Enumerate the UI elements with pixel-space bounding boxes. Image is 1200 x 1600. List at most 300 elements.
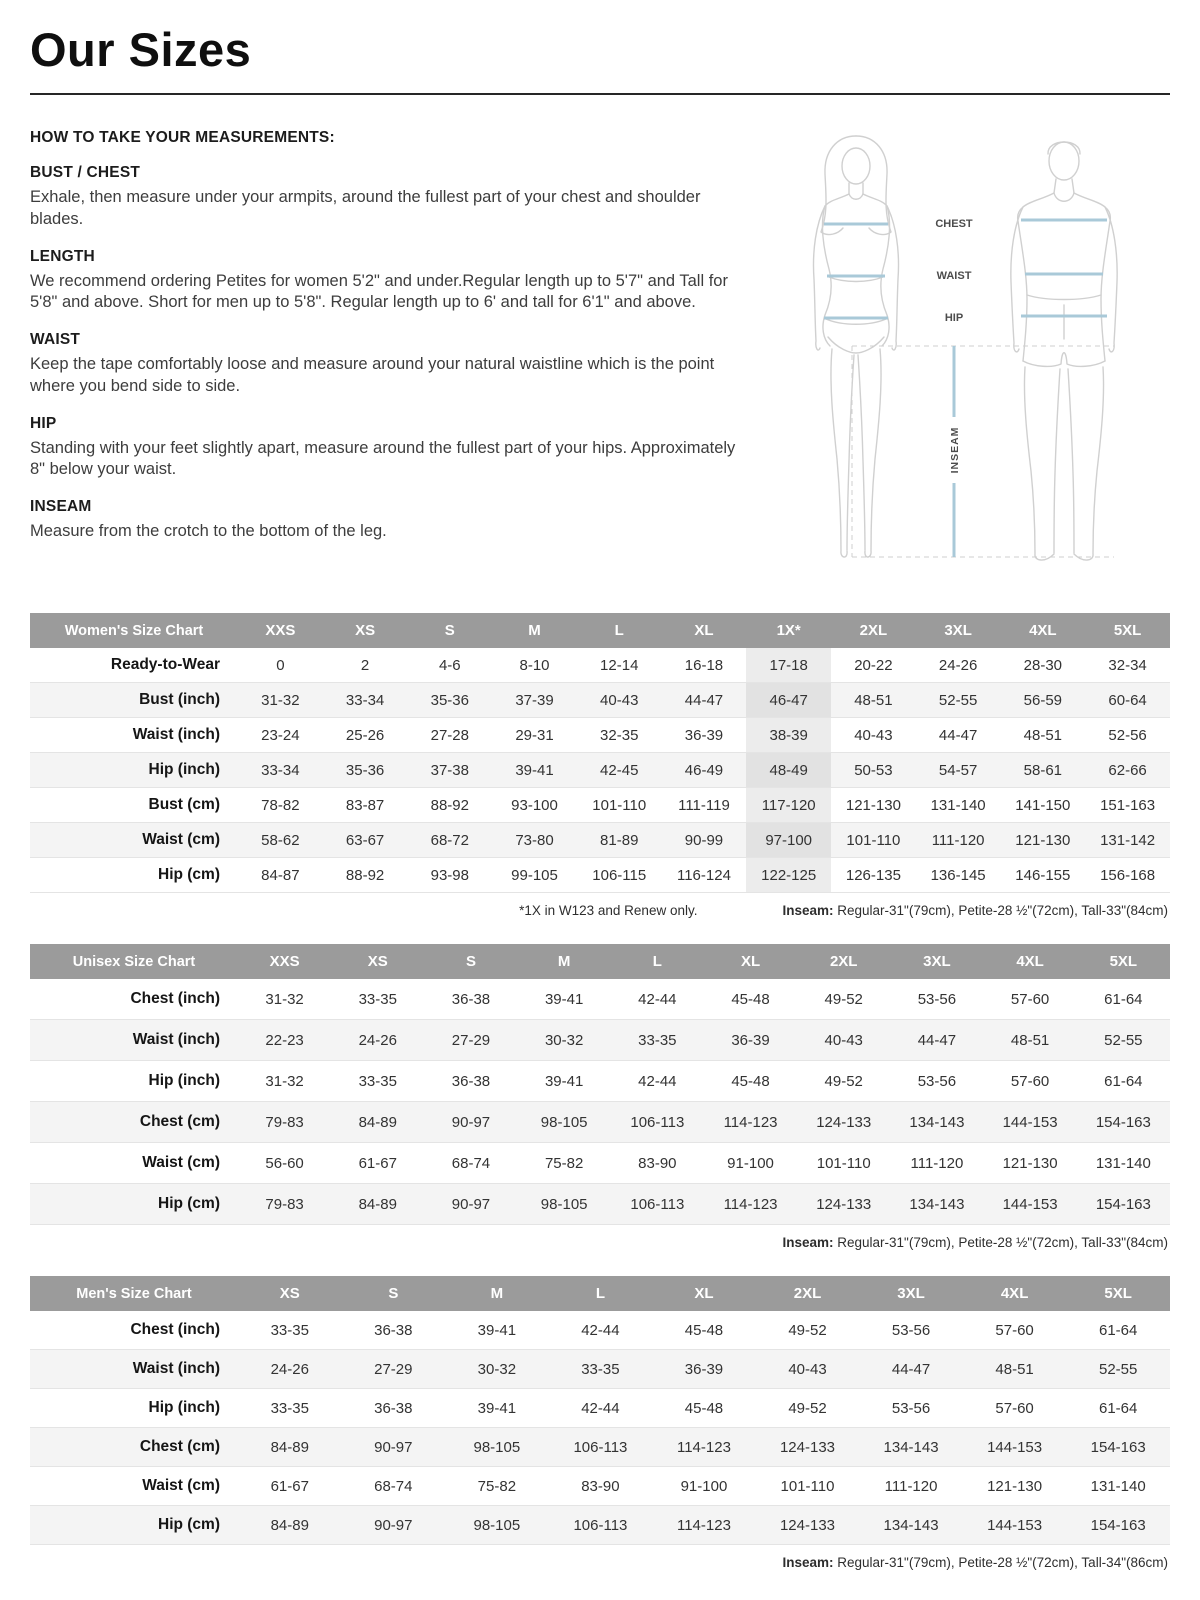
cell: 49-52 — [788, 1399, 827, 1417]
section-waist — [30, 331, 742, 398]
cell: 63-67 — [345, 831, 385, 849]
cell: 39-41 — [515, 761, 554, 779]
section-body: Measure from the crotch to the bottom of the leg. — [30, 522, 387, 541]
cell: 79-83 — [265, 1113, 304, 1131]
cell: 144-153 — [987, 1516, 1043, 1534]
cell: 90-97 — [374, 1438, 413, 1456]
column-header: 2XL — [831, 613, 916, 648]
cell: 42-45 — [600, 761, 639, 779]
column-header: 4XL — [1000, 613, 1085, 648]
footnote-inseam-text: Regular-31"(79cm), Petite-28 ½"(72cm), Tall-33"(84cm) — [833, 1235, 1168, 1250]
table-title: Unisex Size Chart — [30, 944, 238, 979]
table-header-row — [30, 1276, 1170, 1311]
row-label: Waist (cm) — [142, 831, 220, 848]
woman-figure — [813, 136, 898, 557]
table-title: Men's Size Chart — [30, 1276, 238, 1311]
page-title: Our Sizes — [30, 23, 252, 76]
cell: 33-35 — [270, 1321, 309, 1339]
column-header: L — [577, 613, 662, 648]
cell: 56-59 — [1023, 691, 1063, 709]
cell: 46-49 — [684, 761, 724, 779]
table-header-row — [30, 613, 1170, 648]
instructions-heading: HOW TO TAKE YOUR MEASUREMENTS: — [30, 129, 335, 146]
table-header-row — [30, 944, 1170, 979]
column-header: 3XL — [916, 613, 1001, 648]
cell: 75-82 — [544, 1154, 584, 1172]
cell: 0 — [276, 656, 285, 674]
column-header: XL — [662, 613, 747, 648]
table-row — [30, 1389, 1170, 1428]
section-title: WAIST — [30, 331, 81, 349]
man-figure — [1011, 142, 1117, 560]
cell: 60-64 — [1108, 691, 1147, 709]
cell: 42-44 — [638, 1072, 677, 1090]
table-row — [30, 718, 1170, 753]
cell: 98-105 — [540, 1195, 588, 1213]
cell: 134-143 — [909, 1195, 965, 1213]
column-header: 1X* — [746, 613, 831, 648]
cell: 49-52 — [824, 1072, 863, 1090]
section-hip — [30, 415, 742, 482]
cell: 35-36 — [430, 691, 469, 709]
footnote-inseam-label: Inseam: — [782, 1235, 834, 1250]
cell: 93-98 — [430, 866, 469, 884]
cell: 111-120 — [910, 1154, 964, 1172]
cell: 33-34 — [261, 761, 300, 779]
cell: 117-120 — [746, 788, 831, 823]
cell: 40-43 — [600, 691, 639, 709]
cell: 98-105 — [473, 1438, 521, 1456]
table-row — [30, 1428, 1170, 1467]
cell: 101-110 — [592, 796, 647, 814]
cell: 52-55 — [1104, 1031, 1143, 1049]
column-header: 2XL — [756, 1276, 860, 1311]
cell: 134-143 — [909, 1113, 965, 1131]
cell: 52-55 — [1099, 1360, 1138, 1378]
section-title: BUST / CHEST — [30, 164, 141, 181]
cell: 106-113 — [630, 1113, 685, 1131]
cell: 121-130 — [1002, 1154, 1058, 1172]
unisex-chart-footnotes — [32, 1235, 1168, 1250]
cell: 45-48 — [731, 1072, 770, 1090]
cell: 131-142 — [1100, 831, 1156, 849]
cell: 131-140 — [1090, 1477, 1146, 1495]
cell: 44-47 — [938, 726, 978, 744]
measurement-guide — [30, 125, 1170, 599]
cell: 124-133 — [816, 1113, 872, 1131]
cell: 33-35 — [358, 990, 397, 1008]
row-label: Chest (inch) — [130, 1321, 220, 1338]
column-header: S — [424, 944, 517, 979]
cell: 48-49 — [746, 753, 831, 788]
cell: 24-26 — [358, 1031, 397, 1049]
cell: 134-143 — [883, 1516, 939, 1534]
cell: 48-51 — [995, 1360, 1034, 1378]
section-inseam — [30, 498, 742, 543]
cell: 39-41 — [477, 1399, 517, 1417]
cell: 45-48 — [684, 1321, 724, 1339]
cell: 106-113 — [573, 1516, 628, 1534]
cell: 97-100 — [746, 823, 831, 858]
waist-label: WAIST — [936, 270, 972, 282]
row-label: Hip (inch) — [148, 761, 220, 778]
cell: 62-66 — [1108, 761, 1147, 779]
column-header: XS — [323, 613, 408, 648]
column-header: 5XL — [1066, 1276, 1170, 1311]
cell: 114-123 — [676, 1516, 731, 1534]
cell: 22-23 — [265, 1031, 304, 1049]
cell: 24-26 — [938, 656, 978, 674]
cell: 37-38 — [430, 761, 469, 779]
cell: 90-99 — [684, 831, 724, 849]
column-header: 3XL — [890, 944, 983, 979]
cell: 101-110 — [846, 831, 901, 849]
cell: 48-51 — [1023, 726, 1063, 744]
section-body: We recommend ordering Petites for women 5'2" and under.Regular length up to 5'7" and Tall for 5'8" and above. Short for men up to 5'8". Regular length up to 6' and tall for 6'1" and above. — [30, 271, 728, 312]
column-header: 4XL — [984, 944, 1077, 979]
cell: 31-32 — [265, 1072, 304, 1090]
footnote-inseam-text: Regular-31"(79cm), Petite-28 ½"(72cm), Tall-34"(86cm) — [833, 1555, 1168, 1570]
cell: 39-41 — [544, 990, 584, 1008]
cell: 36-39 — [684, 1360, 724, 1378]
cell: 32-35 — [600, 726, 639, 744]
cell: 144-153 — [1002, 1113, 1058, 1131]
cell: 36-38 — [451, 1072, 491, 1090]
mens-chart-footnotes — [32, 1555, 1168, 1570]
row-label: Hip (inch) — [148, 1072, 220, 1089]
cell: 61-67 — [358, 1154, 397, 1172]
cell: 101-110 — [780, 1477, 835, 1495]
table-row — [30, 1102, 1170, 1143]
footnote-inseam-text: Regular-31"(79cm), Petite-28 ½"(72cm), Tall-33"(84cm) — [833, 903, 1168, 918]
row-label: Hip (cm) — [158, 1195, 220, 1212]
table-row — [30, 1061, 1170, 1102]
cell: 42-44 — [581, 1321, 620, 1339]
cell: 124-133 — [816, 1195, 872, 1213]
cell: 106-115 — [592, 866, 647, 884]
cell: 30-32 — [477, 1360, 517, 1378]
cell: 90-97 — [451, 1113, 491, 1131]
section-body: Keep the tape comfortably loose and measure around your natural waistline which is the point where you bend side to side. — [30, 355, 715, 395]
cell: 48-51 — [1010, 1031, 1050, 1049]
row-label: Waist (cm) — [142, 1154, 220, 1171]
table-title: Women's Size Chart — [30, 613, 238, 648]
cell: 156-168 — [1100, 866, 1156, 884]
section-title: INSEAM — [30, 498, 92, 516]
cell: 124-133 — [779, 1438, 836, 1456]
column-header: L — [549, 1276, 653, 1311]
section-body: Standing with your feet slightly apart, measure around the fullest part of your hips. Approximately 8" below your waist. — [30, 438, 736, 479]
section-body: Exhale, then measure under your armpits, around the fullest part of your chest and shoulder blades. — [30, 188, 701, 228]
cell: 131-140 — [1095, 1154, 1151, 1172]
table-row — [30, 1143, 1170, 1184]
cell: 90-97 — [451, 1195, 491, 1213]
row-label: Waist (inch) — [132, 726, 220, 743]
row-label: Chest (cm) — [139, 1438, 220, 1455]
column-header: XL — [704, 944, 797, 979]
cell: 44-47 — [917, 1031, 957, 1049]
cell: 42-44 — [581, 1399, 620, 1417]
row-label: Chest (inch) — [130, 990, 220, 1007]
figure-outlines — [813, 136, 1117, 560]
cell: 84-89 — [270, 1438, 309, 1456]
footnote-inseam — [782, 1555, 1168, 1570]
cell: 27-29 — [451, 1031, 491, 1049]
cell: 68-72 — [430, 831, 469, 849]
cell: 75-82 — [477, 1477, 517, 1495]
cell: 106-113 — [630, 1195, 685, 1213]
cell: 36-39 — [731, 1031, 770, 1049]
table-row — [30, 648, 1170, 683]
column-header: M — [445, 1276, 549, 1311]
cell: 17-18 — [746, 648, 831, 683]
cell: 45-48 — [684, 1399, 724, 1417]
table-row — [30, 1020, 1170, 1061]
cell: 44-47 — [891, 1360, 931, 1378]
table-row — [30, 683, 1170, 718]
cell: 54-57 — [938, 761, 978, 779]
cell: 49-52 — [788, 1321, 827, 1339]
cell: 28-30 — [1023, 656, 1063, 674]
cell: 144-153 — [987, 1438, 1043, 1456]
hip-label: HIP — [944, 312, 964, 324]
cell: 52-56 — [1108, 726, 1147, 744]
mens-size-chart — [30, 1276, 1170, 1545]
cell: 42-44 — [638, 990, 677, 1008]
cell: 61-64 — [1099, 1399, 1138, 1417]
cell: 33-35 — [358, 1072, 397, 1090]
cell: 57-60 — [1010, 1072, 1050, 1090]
cell: 23-24 — [261, 726, 300, 744]
cell: 84-87 — [261, 866, 300, 884]
cell: 122-125 — [746, 858, 831, 893]
cell: 83-90 — [638, 1154, 677, 1172]
unisex-size-chart — [30, 944, 1170, 1225]
cell: 40-43 — [788, 1360, 827, 1378]
cell: 154-163 — [1095, 1195, 1151, 1213]
cell: 57-60 — [995, 1399, 1034, 1417]
measurement-labels — [935, 218, 973, 324]
cell: 68-74 — [451, 1154, 491, 1172]
cell: 121-130 — [987, 1477, 1043, 1495]
column-header: S — [407, 613, 492, 648]
cell: 136-145 — [930, 866, 986, 884]
cell: 81-89 — [600, 831, 639, 849]
cell: 58-62 — [261, 831, 300, 849]
column-header: 2XL — [797, 944, 890, 979]
table-row — [30, 1506, 1170, 1545]
cell: 146-155 — [1015, 866, 1071, 884]
cell: 151-163 — [1100, 796, 1156, 814]
row-label: Hip (cm) — [158, 866, 220, 883]
cell: 53-56 — [917, 990, 957, 1008]
cell: 88-92 — [430, 796, 469, 814]
cell: 68-74 — [374, 1477, 413, 1495]
inseam-label: INSEAM — [949, 426, 961, 474]
cell: 37-39 — [515, 691, 554, 709]
cell: 57-60 — [995, 1321, 1034, 1339]
row-label: Bust (inch) — [139, 691, 220, 708]
column-header: 4XL — [963, 1276, 1067, 1311]
table-row — [30, 1311, 1170, 1350]
cell: 93-100 — [511, 796, 558, 814]
row-label: Waist (inch) — [132, 1360, 220, 1377]
table-row — [30, 858, 1170, 893]
cell: 53-56 — [917, 1072, 957, 1090]
footnote-inseam — [782, 903, 1168, 918]
cell: 99-105 — [511, 866, 558, 884]
cell: 114-123 — [723, 1195, 778, 1213]
cell: 31-32 — [261, 691, 300, 709]
column-header: 3XL — [859, 1276, 963, 1311]
cell: 116-124 — [676, 866, 731, 884]
row-label: Ready-to-Wear — [110, 656, 220, 673]
instructions-column — [30, 125, 760, 599]
cell: 78-82 — [261, 796, 300, 814]
footnote-1x: *1X in W123 and Renew only. — [519, 903, 698, 918]
cell: 58-61 — [1023, 761, 1063, 779]
cell: 154-163 — [1095, 1113, 1151, 1131]
cell: 45-48 — [731, 990, 770, 1008]
cell: 91-100 — [727, 1154, 774, 1172]
row-label: Bust (cm) — [148, 796, 220, 813]
inseam-guide-lines — [852, 346, 1114, 557]
cell: 61-64 — [1104, 1072, 1143, 1090]
cell: 154-163 — [1090, 1438, 1146, 1456]
cell: 121-130 — [845, 796, 901, 814]
cell: 111-120 — [884, 1477, 938, 1495]
cell: 56-60 — [265, 1154, 304, 1172]
cell: 31-32 — [265, 990, 304, 1008]
cell: 53-56 — [891, 1321, 931, 1339]
cell: 46-47 — [746, 683, 831, 718]
cell: 16-18 — [684, 656, 724, 674]
cell: 79-83 — [265, 1195, 304, 1213]
cell: 30-32 — [544, 1031, 584, 1049]
table-row — [30, 1184, 1170, 1225]
column-header: XS — [331, 944, 424, 979]
column-header: XXS — [238, 944, 331, 979]
cell: 36-38 — [374, 1399, 413, 1417]
column-header: 5XL — [1077, 944, 1170, 979]
footnote-inseam — [782, 1235, 1168, 1250]
cell: 111-120 — [931, 831, 985, 849]
cell: 114-123 — [723, 1113, 778, 1131]
cell: 61-64 — [1099, 1321, 1138, 1339]
cell: 131-140 — [930, 796, 986, 814]
column-header: XXS — [238, 613, 323, 648]
cell: 2 — [360, 656, 370, 674]
cell: 36-38 — [374, 1321, 413, 1339]
cell: 27-28 — [430, 726, 469, 744]
cell: 36-38 — [451, 990, 491, 1008]
cell: 141-150 — [1015, 796, 1071, 814]
cell: 33-35 — [581, 1360, 620, 1378]
section-length — [30, 248, 742, 315]
cell: 91-100 — [680, 1477, 728, 1495]
cell: 61-67 — [270, 1477, 309, 1495]
table-row — [30, 1350, 1170, 1389]
cell: 39-41 — [544, 1072, 584, 1090]
cell: 49-52 — [824, 990, 863, 1008]
cell: 38-39 — [746, 718, 831, 753]
cell: 84-89 — [270, 1516, 309, 1534]
footnote-inseam-label: Inseam: — [782, 903, 834, 918]
cell: 40-43 — [824, 1031, 863, 1049]
section-title: LENGTH — [30, 247, 95, 265]
column-header: 5XL — [1085, 613, 1170, 648]
cell: 124-133 — [779, 1516, 836, 1534]
cell: 53-56 — [891, 1399, 931, 1417]
row-label: Chest (cm) — [139, 1113, 220, 1130]
column-header: M — [518, 944, 611, 979]
cell: 83-87 — [345, 796, 385, 814]
cell: 33-35 — [270, 1399, 309, 1417]
cell: 106-113 — [573, 1438, 628, 1456]
cell: 44-47 — [684, 691, 724, 709]
cell: 25-26 — [345, 726, 385, 744]
cell: 134-143 — [883, 1438, 939, 1456]
cell: 73-80 — [515, 831, 554, 849]
section-bust-chest — [30, 164, 742, 231]
row-label: Waist (inch) — [132, 1031, 220, 1048]
column-header: S — [342, 1276, 446, 1311]
cell: 98-105 — [540, 1113, 588, 1131]
table-row — [30, 979, 1170, 1020]
row-label: Hip (inch) — [148, 1399, 220, 1416]
cell: 57-60 — [1010, 990, 1050, 1008]
table-row — [30, 823, 1170, 858]
table-row — [30, 788, 1170, 823]
column-header: XL — [652, 1276, 756, 1311]
womens-size-chart — [30, 613, 1170, 893]
cell: 50-53 — [854, 761, 893, 779]
column-header: XS — [238, 1276, 342, 1311]
cell: 83-90 — [581, 1477, 620, 1495]
cell: 40-43 — [854, 726, 893, 744]
cell: 39-41 — [477, 1321, 517, 1339]
column-header: M — [492, 613, 577, 648]
body-measurement-illustration — [764, 127, 1166, 599]
cell: 29-31 — [515, 726, 554, 744]
footnote-inseam-label: Inseam: — [782, 1555, 834, 1570]
cell: 90-97 — [374, 1516, 413, 1534]
cell: 144-153 — [1002, 1195, 1058, 1213]
cell: 52-55 — [938, 691, 978, 709]
cell: 32-34 — [1108, 656, 1147, 674]
cell: 84-89 — [358, 1113, 397, 1131]
measurement-figure — [760, 125, 1170, 599]
cell: 24-26 — [270, 1360, 309, 1378]
cell: 35-36 — [345, 761, 385, 779]
cell: 101-110 — [816, 1154, 871, 1172]
cell: 33-35 — [638, 1031, 677, 1049]
row-label: Waist (cm) — [142, 1477, 220, 1494]
womens-chart-footnotes — [32, 903, 1168, 918]
cell: 27-29 — [374, 1360, 413, 1378]
cell: 61-64 — [1104, 990, 1143, 1008]
column-header: L — [611, 944, 704, 979]
chest-label: CHEST — [935, 218, 973, 230]
cell: 33-34 — [345, 691, 385, 709]
table-row — [30, 1467, 1170, 1506]
cell: 36-39 — [684, 726, 724, 744]
cell: 126-135 — [845, 866, 901, 884]
table-row — [30, 753, 1170, 788]
cell: 154-163 — [1090, 1516, 1146, 1534]
row-label: Hip (cm) — [158, 1516, 220, 1533]
cell: 20-22 — [854, 656, 893, 674]
